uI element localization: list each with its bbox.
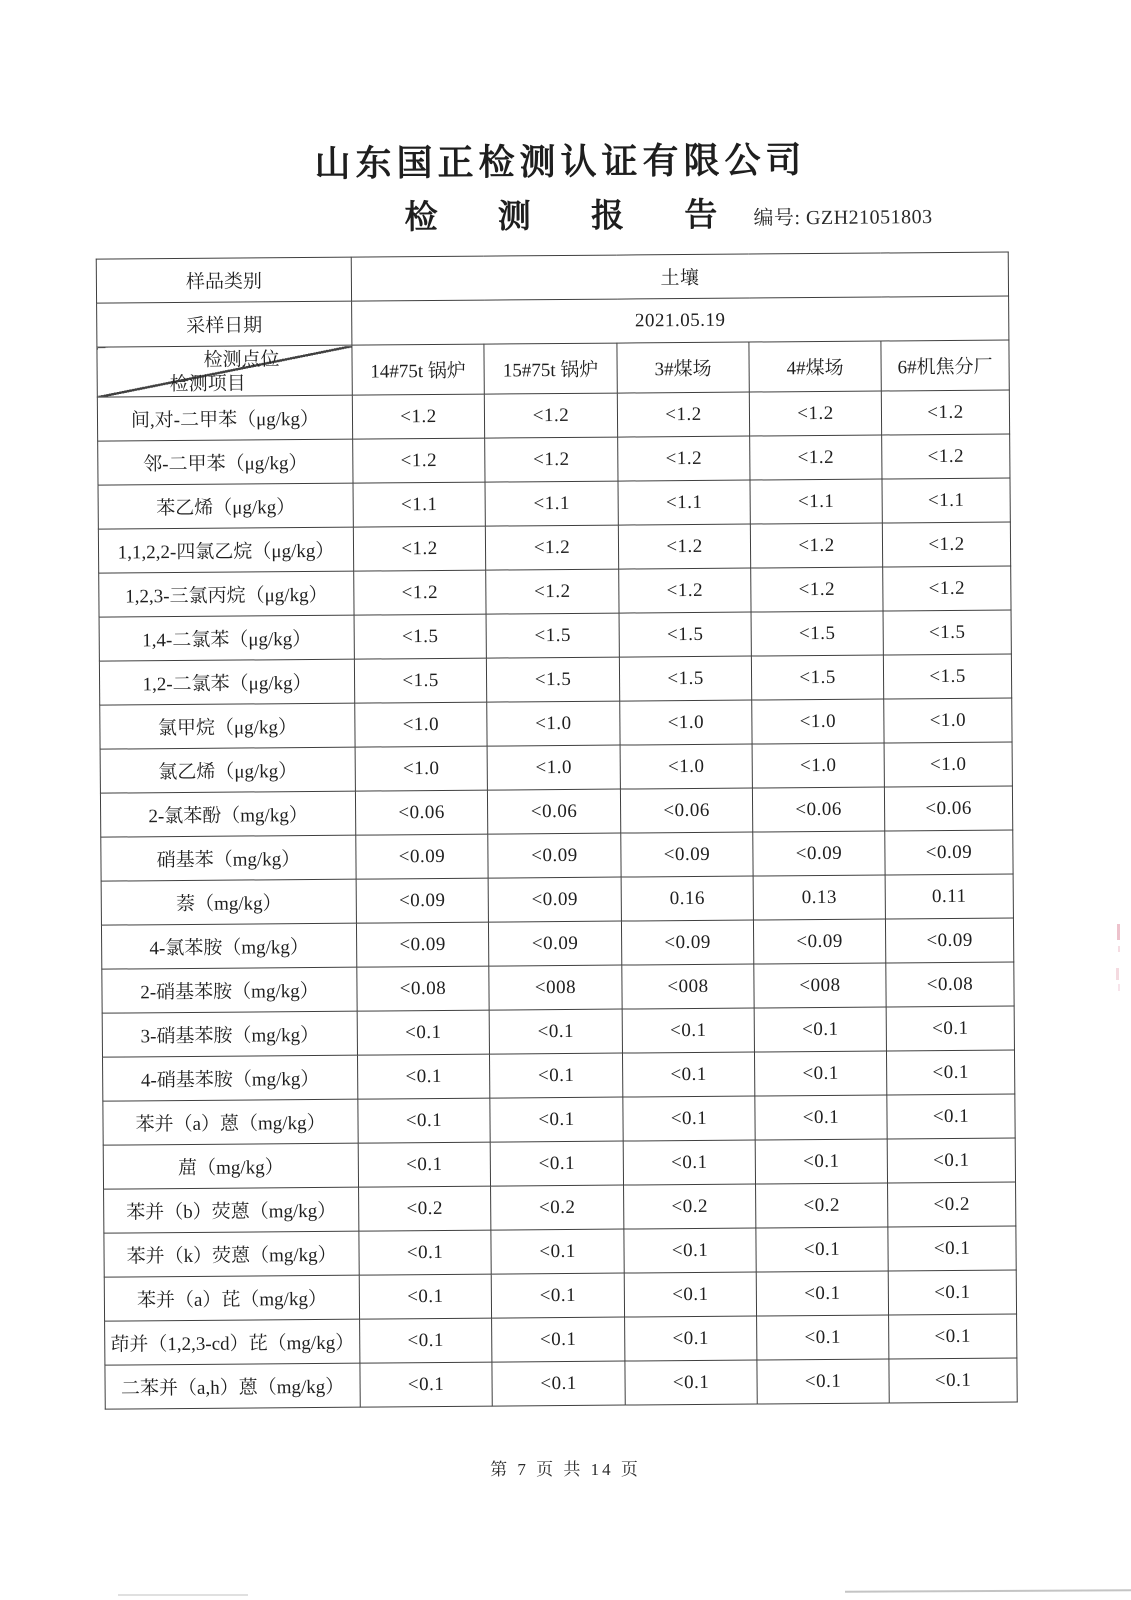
item-value: <0.1: [359, 1274, 491, 1319]
item-value: <0.1: [886, 1050, 1014, 1095]
item-value: <0.1: [756, 1271, 888, 1316]
corner-label-items: 检测项目: [169, 372, 246, 395]
item-label: 苯并（k）荧蒽（mg/kg）: [104, 1231, 359, 1277]
item-value: <1.0: [355, 746, 487, 791]
item-value: <1.2: [619, 568, 751, 613]
item-value: <1.2: [484, 393, 617, 438]
scan-artifact: [1118, 946, 1120, 952]
item-value: <0.1: [886, 1006, 1014, 1051]
item-value: <0.2: [491, 1185, 624, 1230]
item-value: <0.1: [757, 1359, 889, 1404]
item-label: 4-氯苯胺（mg/kg）: [101, 923, 356, 969]
item-value: <0.09: [488, 921, 621, 966]
report-number-value: GZH21051803: [805, 206, 933, 230]
item-value: <0.09: [488, 833, 621, 878]
item-value: <1.1: [485, 481, 618, 526]
scan-artifact: [1118, 984, 1120, 991]
item-value: <0.1: [492, 1361, 625, 1406]
scan-artifact: [1116, 968, 1119, 980]
item-value: <0.09: [356, 922, 488, 967]
item-value: <0.1: [754, 1051, 886, 1096]
report-number-label: 编号:: [753, 207, 801, 230]
column-header: 4#煤场: [749, 341, 881, 392]
item-value: <1.5: [619, 656, 751, 701]
item-value: <1.0: [487, 701, 620, 746]
item-value: <0.1: [358, 1142, 490, 1187]
item-value: 0.16: [621, 876, 753, 921]
report-number: [753, 200, 932, 230]
item-value: <0.1: [490, 1141, 623, 1186]
item-label: 邻-二甲苯（μg/kg）: [98, 439, 353, 485]
table-row: [104, 1270, 1016, 1321]
item-value: <0.1: [492, 1317, 625, 1362]
item-value: <0.09: [885, 918, 1013, 963]
item-label: 氯甲烷（μg/kg）: [100, 703, 355, 749]
item-label: 茚并（1,2,3-cd）芘（mg/kg）: [105, 1319, 360, 1365]
item-value: <0.1: [887, 1138, 1015, 1183]
column-header: 14#75t 锅炉: [352, 344, 484, 395]
item-value: <1.2: [750, 435, 882, 480]
item-value: <0.1: [359, 1230, 491, 1275]
item-value: <1.5: [751, 611, 883, 656]
item-value: <0.1: [888, 1226, 1016, 1271]
company-title: 山东国正检测认证有限公司: [314, 140, 807, 184]
item-value: <0.1: [360, 1318, 492, 1363]
item-value: <0.06: [487, 789, 620, 834]
item-value: <1.2: [486, 569, 619, 614]
table-row: [100, 698, 1012, 749]
item-label: 1,1,2,2-四氯乙烷（μg/kg）: [98, 527, 353, 573]
item-value: <0.06: [355, 790, 487, 835]
page-footer: 第 7 页 共 14 页: [490, 1460, 641, 1479]
item-value: <1.2: [617, 392, 749, 437]
table-row: [100, 786, 1012, 837]
table-row: [98, 434, 1010, 485]
item-value: <0.06: [620, 788, 752, 833]
item-label: 氯乙烯（μg/kg）: [100, 747, 355, 793]
item-value: <1.0: [487, 745, 620, 790]
item-value: <1.2: [353, 526, 485, 571]
column-header: 15#75t 锅炉: [484, 343, 617, 394]
table-row: [100, 742, 1012, 793]
item-value: <0.1: [887, 1094, 1015, 1139]
item-value: <0.1: [889, 1314, 1017, 1359]
item-value: <1.2: [353, 438, 485, 483]
item-value: <008: [489, 965, 622, 1010]
corner-cell: [97, 345, 352, 397]
table-row: [98, 522, 1010, 573]
table-row: [102, 1006, 1014, 1057]
sample-type-label: 样品类别: [96, 257, 351, 303]
table-row: [101, 830, 1013, 881]
column-header: 6#机焦分厂: [881, 340, 1009, 391]
item-label: 3-硝基苯胺（mg/kg）: [102, 1011, 357, 1057]
item-label: 苯并（b）荧蒽（mg/kg）: [104, 1187, 359, 1233]
sampling-date-label: 采样日期: [97, 301, 352, 347]
item-label: 1,2-二氯苯（μg/kg）: [99, 659, 354, 705]
item-value: <008: [754, 963, 886, 1008]
item-value: <0.06: [884, 786, 1012, 831]
item-value: <0.06: [752, 787, 884, 832]
item-value: <0.1: [755, 1095, 887, 1140]
item-value: <1.1: [353, 482, 485, 527]
item-label: 4-硝基苯胺（mg/kg）: [103, 1055, 358, 1101]
test-report-table: [96, 251, 1018, 1409]
item-value: <1.0: [620, 744, 752, 789]
item-value: <1.2: [485, 437, 618, 482]
item-value: <0.2: [359, 1186, 491, 1231]
item-value: <0.1: [489, 1009, 622, 1054]
item-value: <0.09: [621, 832, 753, 877]
scan-artifact: [845, 1589, 1131, 1592]
item-value: <1.1: [750, 479, 882, 524]
item-value: <0.1: [489, 1053, 622, 1098]
item-value: <0.1: [358, 1098, 490, 1143]
item-value: <1.5: [354, 658, 486, 703]
item-value: 0.11: [885, 874, 1013, 919]
report-title-row: [0, 186, 1127, 241]
item-value: <0.09: [753, 919, 885, 964]
item-value: <1.5: [751, 655, 883, 700]
item-value: <1.0: [884, 742, 1012, 787]
item-value: <0.1: [360, 1362, 492, 1407]
item-label: 硝基苯（mg/kg）: [101, 835, 356, 881]
table-body: [97, 390, 1017, 1409]
item-value: <0.1: [622, 1052, 754, 1097]
sampling-date-value: 2021.05.19: [352, 296, 1009, 345]
item-label: 苯乙烯（μg/kg）: [98, 483, 353, 529]
item-value: <1.5: [883, 610, 1011, 655]
table-row: [101, 918, 1013, 969]
table-row: [103, 1138, 1015, 1189]
table-row: [99, 566, 1011, 617]
item-value: <1.5: [619, 612, 751, 657]
item-value: <0.1: [623, 1140, 755, 1185]
item-value: <0.08: [886, 962, 1014, 1007]
item-value: <0.2: [624, 1184, 756, 1229]
table-row: [103, 1050, 1015, 1101]
item-value: <1.1: [618, 480, 750, 525]
item-value: <008: [622, 964, 754, 1009]
item-value: <0.1: [756, 1227, 888, 1272]
scan-artifact: [1117, 924, 1120, 940]
item-value: <0.1: [888, 1270, 1016, 1315]
item-label: 1,4-二氯苯（μg/kg）: [99, 615, 354, 661]
item-value: <1.2: [881, 390, 1009, 435]
table-row: [102, 962, 1014, 1013]
item-value: <1.2: [751, 567, 883, 612]
table-row: [105, 1358, 1017, 1409]
item-value: <0.1: [625, 1360, 757, 1405]
item-value: <0.1: [357, 1054, 489, 1099]
item-value: <0.1: [622, 1008, 754, 1053]
item-label: 间,对-二甲苯（μg/kg）: [97, 395, 352, 441]
item-value: <0.09: [488, 877, 621, 922]
table-row: [103, 1094, 1015, 1145]
sample-type-row: [96, 252, 1008, 303]
item-value: <0.1: [757, 1315, 889, 1360]
table-row: [104, 1182, 1016, 1233]
item-label: 萘（mg/kg）: [101, 879, 356, 925]
item-label: 二苯并（a,h）蒽（mg/kg）: [105, 1363, 360, 1409]
item-value: <1.2: [882, 522, 1010, 567]
table-row: [99, 654, 1011, 705]
item-label: 苯并（a）蒽（mg/kg）: [103, 1099, 358, 1145]
corner-label-points: 检测点位: [203, 348, 280, 371]
table-row: [98, 478, 1010, 529]
item-value: <1.2: [618, 436, 750, 481]
item-value: <0.2: [756, 1183, 888, 1228]
item-value: <1.2: [618, 524, 750, 569]
item-value: <0.1: [623, 1096, 755, 1141]
item-value: <0.1: [491, 1229, 624, 1274]
item-value: <0.1: [625, 1316, 757, 1361]
sample-type-value: 土壤: [351, 252, 1008, 301]
sampling-date-row: [97, 296, 1009, 347]
item-value: <0.1: [357, 1010, 489, 1055]
item-value: <0.1: [624, 1272, 756, 1317]
item-value: <0.09: [356, 834, 488, 879]
item-value: <0.1: [624, 1228, 756, 1273]
item-value: <1.2: [352, 394, 484, 439]
scan-artifact: [118, 1594, 248, 1596]
table-row: [99, 610, 1011, 661]
item-value: <1.0: [355, 702, 487, 747]
table-row: [104, 1226, 1016, 1277]
item-value: <1.1: [882, 478, 1010, 523]
item-value: <1.5: [486, 657, 619, 702]
item-value: <0.09: [356, 878, 488, 923]
item-value: <0.09: [885, 830, 1013, 875]
item-value: <1.2: [750, 523, 882, 568]
item-value: <1.5: [883, 654, 1011, 699]
item-label: 苯并（a）芘（mg/kg）: [104, 1275, 359, 1321]
item-value: <1.0: [620, 700, 752, 745]
item-value: <1.2: [882, 434, 1010, 479]
item-value: <0.1: [889, 1358, 1017, 1403]
item-value: <1.0: [752, 699, 884, 744]
item-value: <1.2: [883, 566, 1011, 611]
table-row: [97, 390, 1009, 441]
item-value: <0.1: [754, 1007, 886, 1052]
item-value: 0.13: [753, 875, 885, 920]
table-row: [105, 1314, 1017, 1365]
item-value: <0.09: [621, 920, 753, 965]
report-title: 检 测 报 告: [404, 197, 744, 237]
item-value: <1.2: [749, 391, 881, 436]
item-value: <0.2: [888, 1182, 1016, 1227]
item-label: 1,2,3-三氯丙烷（μg/kg）: [99, 571, 354, 617]
item-value: <0.1: [491, 1273, 624, 1318]
item-value: <1.5: [354, 614, 486, 659]
item-value: <0.08: [357, 966, 489, 1011]
item-value: <1.5: [486, 613, 619, 658]
table-row: [101, 874, 1013, 925]
column-header: 3#煤场: [617, 342, 749, 393]
item-label: 䓛（mg/kg）: [103, 1143, 358, 1189]
item-value: <1.2: [485, 525, 618, 570]
columns-header-row: [97, 340, 1009, 397]
item-label: 2-硝基苯胺（mg/kg）: [102, 967, 357, 1013]
item-value: <1.2: [354, 570, 486, 615]
table-content: [96, 252, 1009, 397]
item-value: <0.1: [755, 1139, 887, 1184]
item-value: <1.0: [884, 698, 1012, 743]
item-value: <1.0: [752, 743, 884, 788]
item-label: 2-氯苯酚（mg/kg）: [100, 791, 355, 837]
item-value: <0.1: [490, 1097, 623, 1142]
item-value: <0.09: [753, 831, 885, 876]
